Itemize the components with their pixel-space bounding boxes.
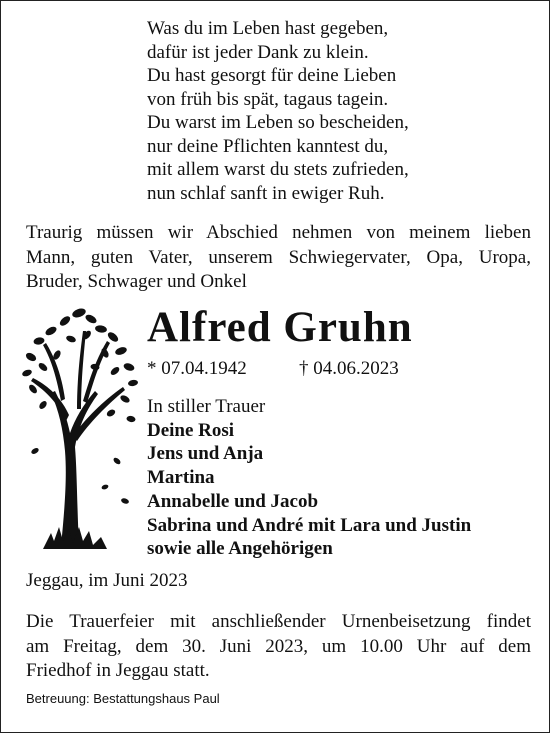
service-line: Die Trauerfeier mit anschließender Urnenbeisetzung findet [26, 611, 531, 632]
poem-line: nun schlaf sanft in ewiger Ruh. [147, 182, 385, 204]
poem-line: Du warst im Leben so bescheiden, [147, 112, 409, 133]
service-line: am Freitag, dem 30. Juni 2023, um 10.00 Uhr auf dem [26, 635, 531, 657]
poem-line: von früh bis spät, tagaus tagein. [147, 88, 389, 110]
intro-line: Bruder, Schwager und Onkel [26, 271, 247, 292]
tree-illustration-icon [21, 301, 141, 551]
poem-line: dafür ist jeder Dank zu klein. [147, 41, 369, 63]
mourners-intro: In stiller Trauer [147, 396, 266, 417]
poem-line: Du hast gesorgt für deine Lieben [147, 65, 397, 86]
intro-line: Mann, guten Vater, unserem Schwiegervater, Opa, Uropa, [26, 246, 531, 268]
birth-date: * 07.04.1942 [147, 358, 247, 379]
poem-line: mit allem warst du stets zufrieden, [147, 159, 409, 180]
funeral-home-credit: Betreuung: Bestattungshaus Paul [26, 691, 220, 706]
place-date: Jeggau, im Juni 2023 [26, 570, 188, 591]
tree-trunk [51, 391, 98, 546]
intro-line: Traurig müssen wir Abschied nehmen von meinem lieben [26, 222, 531, 243]
poem-line: nur deine Pflichten kanntest du, [147, 135, 389, 157]
mourner-name: sowie alle Angehörigen [147, 538, 333, 560]
mourner-name: Annabelle und Jacob [147, 490, 319, 512]
memorial-poem [147, 17, 467, 205]
mourner-name: Martina [147, 467, 215, 489]
death-date: † 04.06.2023 [299, 358, 399, 379]
farewell-intro [26, 221, 531, 295]
deceased-name: Alfred Gruhn [147, 304, 413, 351]
funeral-service-info [26, 610, 531, 684]
poem-line: Was du im Leben hast gegeben, [147, 18, 389, 39]
service-line: Friedhof in Jeggau statt. [26, 660, 210, 681]
mourner-name: Jens und Anja [147, 443, 264, 465]
mourner-name: Deine Rosi [147, 419, 235, 441]
mourner-name: Sabrina und André mit Lara und Justin [147, 514, 472, 536]
mourners-list [147, 395, 471, 561]
